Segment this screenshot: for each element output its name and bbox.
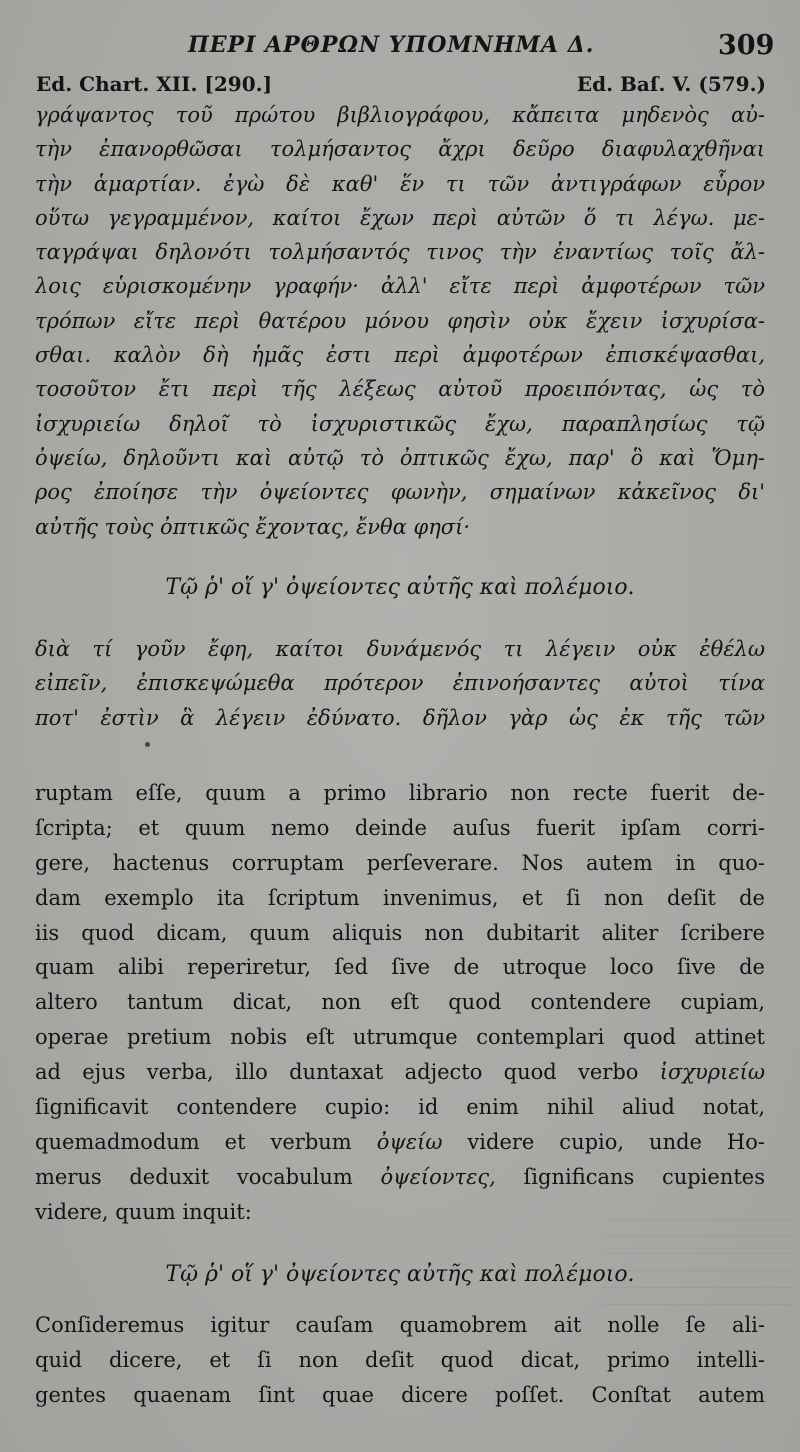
latin-line: quam alibi reperiretur, ſed ſive de utroque loco ſive de: [35, 955, 765, 980]
latin-text: ſignificans cupientes: [523, 1164, 765, 1189]
edition-line: [36, 72, 766, 100]
latin-line: quid dicere, et ſi non deſit quod dicat, primo intelli-: [35, 1347, 765, 1372]
latin-line: ſignificavit contendere cupio: id enim nihil aliud notat,: [35, 1095, 765, 1120]
latin-text: quemadmodum et verbum: [35, 1129, 352, 1154]
greek-line: διὰ τί γοῦν ἔφη, καίτοι δυνάμενός τι λέγειν οὐκ ἐθέλω: [35, 637, 765, 661]
latin-text: videre cupio, unde Ho-: [467, 1129, 765, 1154]
greek-line: ποτ' ἐστὶν ἃ λέγειν ἐδύνατο. δῆλον γὰρ ὡς ἐκ τῆς τῶν: [35, 705, 765, 730]
ink-speck: [145, 742, 150, 747]
greek-line: τὴν ἁμαρτίαν. ἐγὼ δὲ καθ' ἕν τι τῶν ἀντιγράφων εὗρον: [35, 171, 765, 196]
latin-line: ſcripta; et quum nemo deinde auſus fuerit ipſam corri-: [35, 815, 765, 840]
greek-line: λοις εὑρισκομένην γραφήν· ἀλλ' εἴτε περὶ ἀμφοτέρων τῶν: [35, 274, 765, 299]
latin-line: [35, 1125, 765, 1160]
greek-line: ὀψείω, δηλοῦντι καὶ αὐτῷ τὸ ὀπτικῶς ἔχω, παρ' ὃ καὶ Ὅμη-: [35, 445, 765, 470]
greek-line: σθαι. καλὸν δὴ ἡμᾶς ἐστι περὶ ἀμφοτέρων ἐπισκέψασθαι,: [35, 343, 765, 368]
homer-quotation-greek: Τῷ ῥ' οἵ γ' ὀψείοντες αὐτῆς καὶ πολέμοιο.: [165, 575, 635, 600]
latin-line: videre, quum inquit:: [35, 1199, 252, 1224]
greek-line: αὐτῆς τοὺς ὀπτικῶς ἔχοντας, ἔνθα φησί·: [35, 514, 471, 539]
greek-gloss: ὀψείοντες,: [380, 1164, 496, 1189]
latin-text: merus deduxit vocabulum: [35, 1164, 353, 1189]
greek-line: ρος ἐποίησε τὴν ὀψείοντες φωνὴν, σημαίνων κἀκεῖνος δι': [35, 480, 765, 505]
greek-text-block-2: [35, 632, 765, 735]
greek-line: τοσοῦτον ἔτι περὶ τῆς λέξεως αὐτοῦ προειπόντας, ὡς τὸ: [35, 377, 765, 402]
greek-line: τρόπων εἴτε περὶ θατέρου μόνου φησὶν οὐκ ἔχειν ἰσχυρίσα-: [35, 308, 765, 333]
latin-line: ruptam eſſe, quum a primo librario non recte fuerit de-: [35, 781, 765, 805]
latin-line: [35, 1160, 765, 1195]
latin-line: operae pretium nobis eſt utrumque contemplari quod attinet: [35, 1025, 765, 1050]
latin-line: gentes quaenam ſint quae dicere poſſet. Conſtat autem: [35, 1382, 765, 1407]
running-head: [0, 30, 800, 66]
greek-gloss: ἰσχυριείω: [659, 1060, 765, 1085]
show-through-text: [602, 1215, 792, 1305]
latin-line: [35, 1055, 765, 1090]
latin-translation-block-1: [35, 776, 765, 1230]
latin-line: altero tantum dicat, non eſt quod contendere cupiam,: [35, 990, 765, 1015]
greek-line: ταγράψαι δηλονότι τολμήσαντός τινος τὴν ἐναντίως τοῖς ἄλ-: [35, 240, 765, 265]
greek-line: οὕτω γεγραμμένον, καίτοι ἔχων περὶ αὐτῶν ὅ τι λέγω. με-: [35, 205, 765, 230]
latin-line: dam exemplo ita ſcriptum invenimus, et ſi non deſit de: [35, 885, 765, 910]
greek-text-block-1: [35, 98, 765, 544]
greek-gloss: ὀψείω: [376, 1129, 443, 1154]
homer-quotation-latin-section: Τῷ ῥ' οἵ γ' ὀψείοντες αὐτῆς καὶ πολέμοιο.: [165, 1262, 635, 1287]
running-title: ΠΕΡΙ ΑΡΘΡΩΝ ΥΠΟΜΝΗΜΑ Δ.: [188, 32, 595, 58]
edition-chartier: Ed. Chart. XII. [290.]: [36, 72, 273, 96]
greek-line: τὴν ἐπανορθῶσαι τολμήσαντος ἄχρι δεῦρο διαφυλαχθῆναι: [35, 137, 765, 162]
greek-line: ἰσχυριείω δηλοῖ τὸ ἰσχυριστικῶς ἔχω, παραπλησίως τῷ: [35, 411, 765, 436]
page-number: 309: [718, 30, 775, 61]
latin-line: Conſideremus igitur cauſam quamobrem ait nolle ſe ali-: [35, 1313, 765, 1337]
latin-text: ad ejus verba, illo duntaxat adjecto quod verbo: [35, 1060, 639, 1085]
latin-line: gere, hactenus corruptam perſeverare. Nos autem in quo-: [35, 850, 765, 875]
greek-line: γράψαντος τοῦ πρώτου βιβλιογράφου, κἄπειτα μηδενὸς αὐ-: [35, 103, 765, 127]
edition-basel: Ed. Baſ. V. (579.): [576, 72, 766, 96]
greek-line: εἰπεῖν, ἐπισκεψώμεθα πρότερον ἐπινοήσαντες αὐτοὶ τίνα: [35, 671, 765, 696]
latin-translation-block-2: [35, 1308, 765, 1413]
latin-line: iis quod dicam, quum aliquis non dubitarit aliter ſcribere: [35, 920, 765, 945]
